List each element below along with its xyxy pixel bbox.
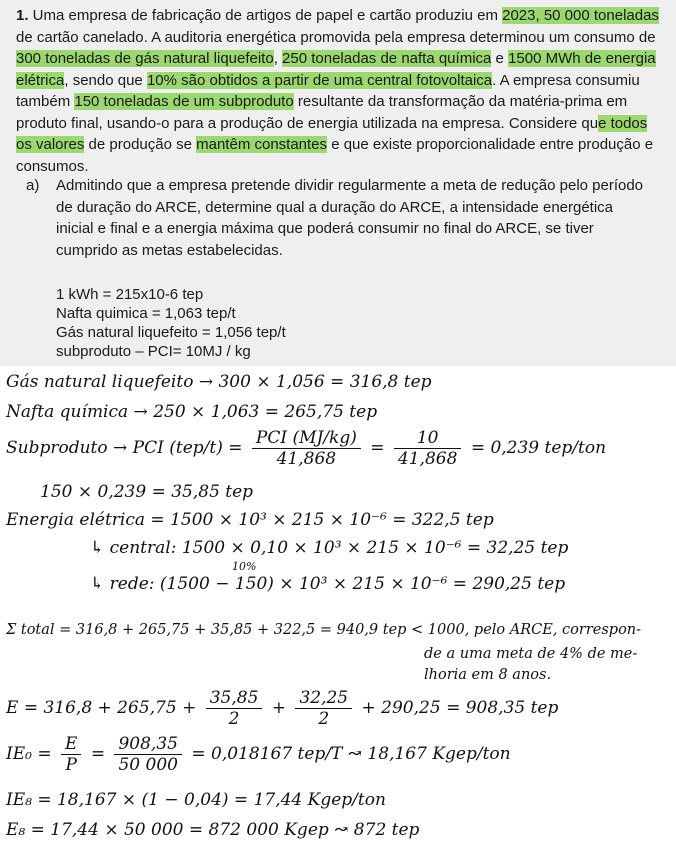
calc-intensity-final: IE₈ = 18,167 × (1 − 0,04) = 17,44 Kgep/ton — [6, 790, 386, 810]
subquestion-letter: a) — [26, 177, 40, 194]
question-text: , — [273, 50, 283, 67]
calc-max-energy: E₈ = 17,44 × 50 000 = 872 000 Kgep ↝ 872 tep — [6, 820, 420, 840]
factor-naphtha: Nafta quimica = 1,063 tep/t — [56, 305, 236, 322]
calc-natural-gas: Gás natural liquefeito → 300 × 1,056 = 316,8 tep — [6, 372, 432, 392]
question-text: e que existe proporcionalidade entre produção e consumos. — [16, 136, 654, 175]
highlight-naphtha: 250 toneladas de nafta química — [282, 50, 492, 67]
highlight-constant: mantêm constantes — [196, 136, 328, 153]
question-1 — [16, 5, 664, 177]
highlight-byproduct: 150 toneladas de um subproduto — [74, 93, 294, 110]
question-text: , sendo que — [64, 71, 147, 89]
factor-natural-gas: Gás natural liquefeito = 1,056 tep/t — [56, 324, 286, 341]
calc-total-cont-2: lhoria em 8 anos. — [424, 667, 552, 683]
exercise-statement — [0, 0, 676, 366]
question-text: de produção se — [84, 136, 197, 153]
highlight-production: 2023, 50 000 toneladas — [502, 7, 659, 24]
calc-electricity-central: ↳ central: 1500 × 0,10 × 10³ × 215 × 10⁻⁶ = 32,25 tep — [90, 538, 569, 558]
fraction-e-over-p: $\frac{E}{P}$ — [61, 734, 81, 775]
question-text: Uma empresa de fabricação de artigos de papel e cartão produziu em — [28, 7, 503, 24]
highlight-photovoltaic: 10% são obtidos a partir de uma central fotovoltaica — [146, 71, 493, 89]
calc-byproduct-pci: Subproduto → PCI (tep/t) = $\frac{\text{PCI (MJ/kg)}}{41,868}$ = $\frac{10}{41,868}$ = 0,239 tep/ton — [6, 428, 607, 469]
question-text: de cartão canelado. A auditoria energética promovida pela empresa determinou um consumo de — [16, 28, 656, 46]
fraction-intensity: $\frac{908,35}{50 000}$ — [114, 734, 181, 775]
calc-total-cont-1: de a uma meta de 4% de me- — [424, 646, 638, 662]
calc-byproduct-tep: 150 × 0,239 = 35,85 tep — [40, 482, 254, 502]
question-text: resultante da transformação da matéria-prima em produto final, usando-o para a produção de energia utilizada na empresa. Considere qu — [16, 93, 628, 132]
fraction-byproduct-half: $\frac{35,85}{2}$ — [206, 688, 263, 729]
central-percent-note: 10% — [232, 560, 257, 573]
highlight-electricity: 1500 MWh de energia elétrica — [16, 50, 656, 89]
factor-kwh: 1 kWh = 215x10-6 tep — [56, 286, 204, 303]
calc-energy-e: E = 316,8 + 265,75 + $\frac{35,85}{2}$ + $\frac{32,25}{2}$ + 290,25 = 908,35 tep — [6, 688, 559, 729]
fraction-pci: $\frac{\text{PCI (MJ/kg)}}{41,868}$ — [252, 428, 361, 469]
calc-electricity: Energia elétrica = 1500 × 10³ × 215 × 10⁻⁶ = 322,5 tep — [6, 510, 494, 530]
fraction-pci-value: $\frac{10}{41,868}$ — [394, 428, 461, 469]
highlight-values: e todos os valores — [16, 114, 648, 153]
handwritten-solution — [0, 366, 676, 846]
question-text: e — [491, 50, 509, 67]
factor-byproduct: subproduto – PCI= 10MJ / kg — [56, 343, 251, 360]
calc-electricity-grid: ↳ rede: (1500 − 150) × 10³ × 215 × 10⁻⁶ = 290,25 tep — [90, 574, 566, 594]
question-number: 1. — [16, 7, 29, 24]
question-text: . A empresa consumiu também — [16, 71, 640, 110]
calc-intensity-initial: IE₀ = $\frac{E}{P}$ = $\frac{908,35}{50 000}$ = 0,018167 tep/T ↝ 18,167 Kgep/ton — [6, 734, 511, 775]
conversion-factors — [56, 285, 616, 361]
subquestion-text: Admitindo que a empresa pretende dividir regularmente a meta de redução pelo período de duração do ARCE, determine qual a duração do ARCE, a intensidade energética inicial e final e a energia máxima que poderá consumir no final do ARCE, se tiver cumprido as metas estabelecidas. — [56, 177, 644, 259]
calc-total: Σ total = 316,8 + 265,75 + 35,85 + 322,5 = 940,9 tep < 1000, pelo ARCE, correspon- — [6, 622, 642, 638]
calc-naphtha: Nafta química → 250 × 1,063 = 265,75 tep — [6, 402, 378, 422]
fraction-central-half: $\frac{32,25}{2}$ — [295, 688, 352, 729]
highlight-natural-gas: 300 toneladas de gás natural liquefeito — [16, 50, 274, 67]
